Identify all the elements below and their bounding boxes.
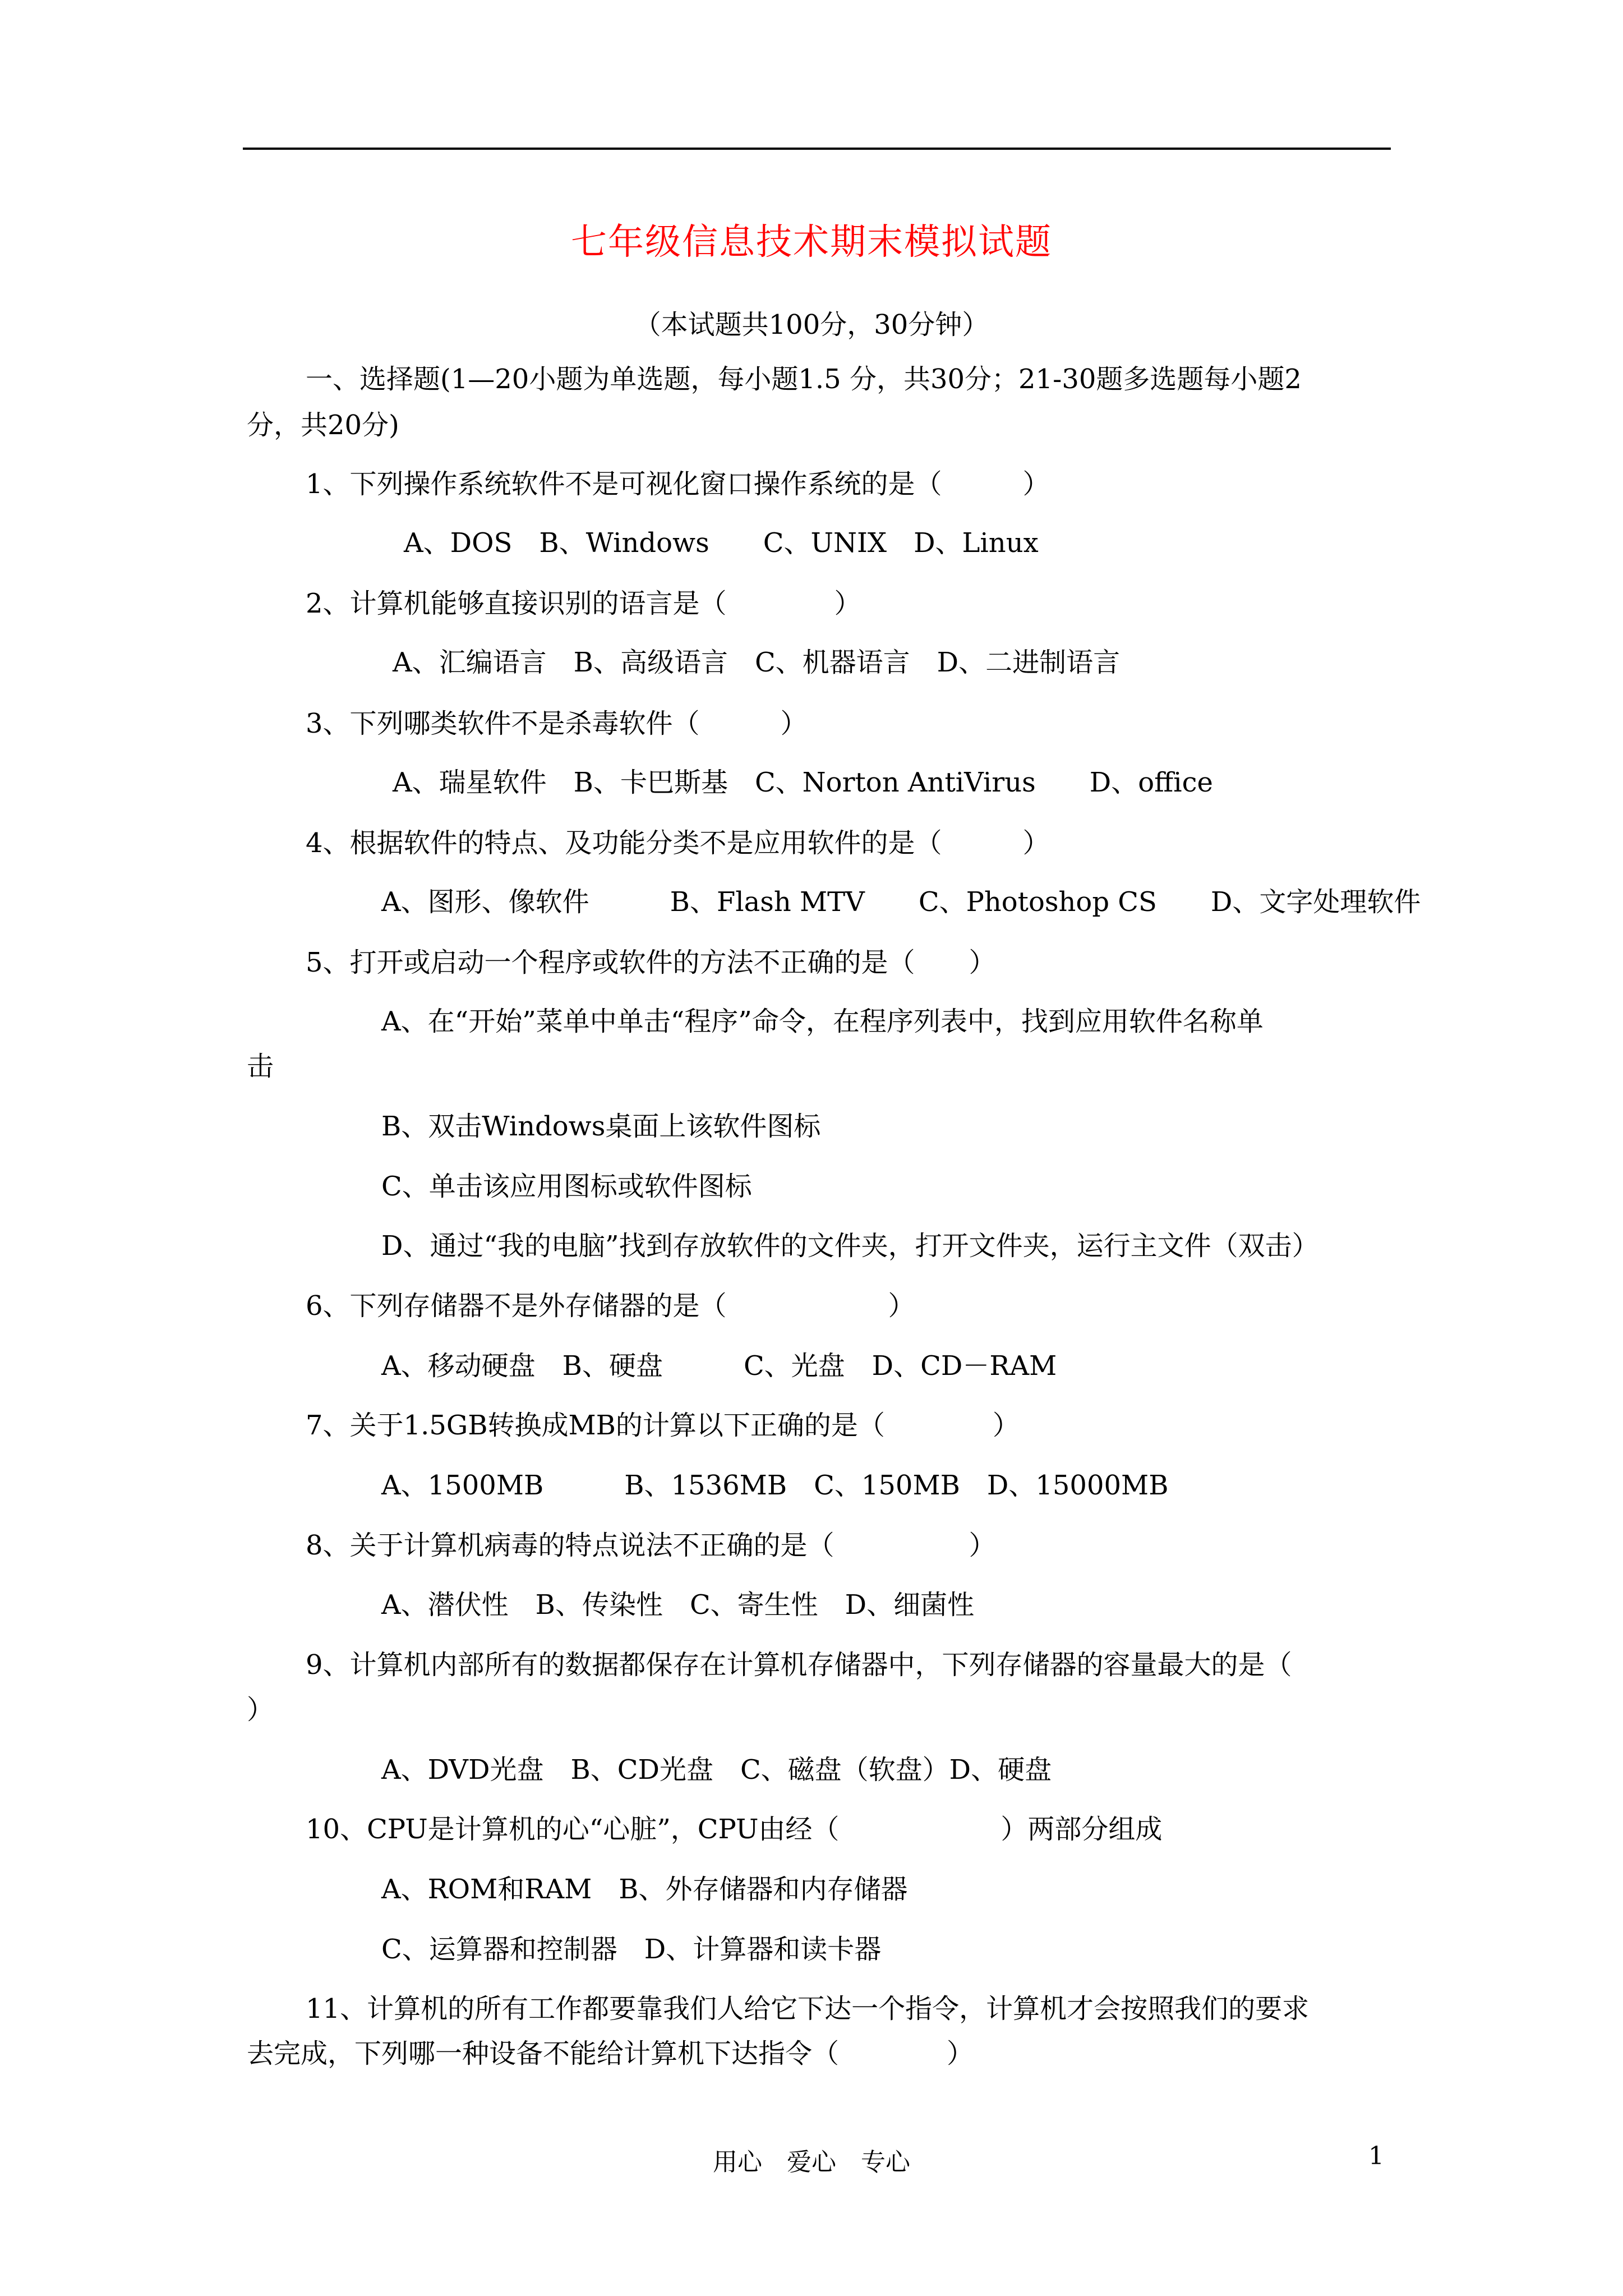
page-footer: 用心 爱心 专心 <box>713 2148 910 2177</box>
question-1-options: A、DOS B、Windows C、UNIX D、Linux <box>404 527 1039 559</box>
question-4: 4、根据软件的特点、及功能分类不是应用软件的是（ ） <box>306 827 1050 859</box>
question-11: 11、计算机的所有工作都要靠我们人给它下达一个指令，计算机才会按照我们的要求 <box>306 1993 1310 2024</box>
question-1: 1、下列操作系统软件不是可视化窗口操作系统的是（ ） <box>306 468 1050 500</box>
section-heading: 一、选择题(1—20小题为单选题，每小题1.5 分，共30分；21-30题多选题每小题2 <box>306 364 1302 395</box>
question-7: 7、关于1.5GB转换成MB的计算以下正确的是（ ） <box>306 1410 1020 1441</box>
question-9-cont: ） <box>247 1694 274 1726</box>
page-subtitle: （本试题共100分，30分钟） <box>634 309 989 341</box>
question-5-option-a: A、在“开始”菜单中单击“程序”命令，在程序列表中，找到应用软件名称单 <box>381 1006 1264 1037</box>
question-9-options: A、DVD光盘 B、CD光盘 C、磁盘（软盘）D、硬盘 <box>381 1754 1052 1786</box>
section-heading-cont: 分，共20分) <box>247 409 399 441</box>
question-3: 3、下列哪类软件不是杀毒软件（ ） <box>306 708 808 739</box>
question-10: 10、CPU是计算机的心“心脏”，CPU由经（ ）两部分组成 <box>306 1814 1163 1845</box>
question-2-options: A、汇编语言 B、高级语言 C、机器语言 D、二进制语言 <box>393 647 1121 678</box>
question-5-option-c: C、单击该应用图标或软件图标 <box>381 1171 752 1202</box>
question-7-options: A、1500MB B、1536MB C、150MB D、15000MB <box>381 1470 1169 1501</box>
question-5: 5、打开或启动一个程序或软件的方法不正确的是（ ） <box>306 947 996 978</box>
question-3-options: A、瑞星软件 B、卡巴斯基 C、Norton AntiVirus D、office <box>393 767 1213 798</box>
question-5-option-b: B、双击Windows桌面上该软件图标 <box>381 1111 821 1142</box>
question-5-option-d: D、通过“我的电脑”找到存放软件的文件夹，打开文件夹，运行主文件（双击） <box>381 1230 1319 1262</box>
question-4-options: A、图形、像软件 B、Flash MTV C、Photoshop CS D、文字处理软件 <box>381 886 1421 918</box>
page-title: 七年级信息技术期末模拟试题 <box>571 222 1052 263</box>
question-5-option-a-cont: 击 <box>247 1051 274 1082</box>
question-9: 9、计算机内部所有的数据都保存在计算机存储器中，下列存储器的容量最大的是（ <box>306 1649 1292 1681</box>
question-10-options-1: A、ROM和RAM B、外存储器和内存储器 <box>381 1874 908 1905</box>
question-10-options-2: C、运算器和控制器 D、计算器和读卡器 <box>381 1934 882 1965</box>
question-8: 8、关于计算机病毒的特点说法不正确的是（ ） <box>306 1530 996 1561</box>
question-11-cont: 去完成，下列哪一种设备不能给计算机下达指令（ ） <box>247 2038 974 2069</box>
header-rule <box>243 148 1391 150</box>
question-6: 6、下列存储器不是外存储器的是（ ） <box>306 1290 915 1322</box>
page-number: 1 <box>1368 2142 1384 2170</box>
question-2: 2、计算机能够直接识别的语言是（ ） <box>306 588 861 619</box>
question-6-options: A、移动硬盘 B、硬盘 C、光盘 D、CD－RAM <box>381 1350 1057 1382</box>
question-8-options: A、潜伏性 B、传染性 C、寄生性 D、细菌性 <box>381 1589 975 1621</box>
